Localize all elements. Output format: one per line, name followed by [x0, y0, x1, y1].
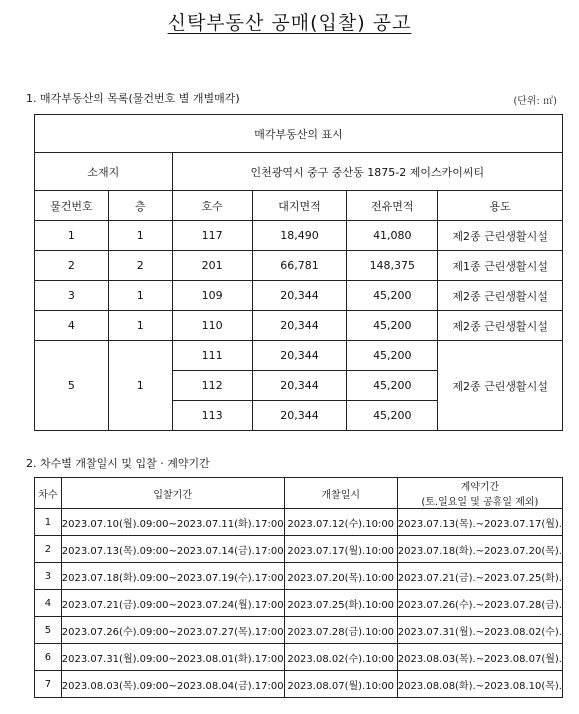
usage: 제2종 근린생활시설 — [438, 221, 563, 251]
column-header: 용도 — [438, 191, 563, 221]
exclusive-area: 45,200 — [347, 371, 438, 401]
table-caption: 매각부동산의 표시 — [35, 115, 563, 153]
exclusive-area: 41,080 — [347, 221, 438, 251]
section2-heading: 2. 차수별 개찰일시 및 입찰 · 계약기간 — [26, 457, 210, 470]
unit-number: 111 — [172, 341, 252, 371]
opening-time: 2023.07.17(월).10:00 — [284, 536, 397, 563]
item-number: 3 — [35, 281, 109, 311]
page-title: 신탁부동산 공매(입찰) 공고 — [167, 12, 412, 34]
land-area: 66,781 — [252, 251, 347, 281]
location-value: 인천광역시 중구 중산동 1875-2 제이스카이씨티 — [172, 153, 562, 191]
contract-period: 2023.07.26(수).~2023.07.28(금). — [397, 590, 562, 617]
table-header-row — [35, 191, 563, 221]
table-row — [35, 509, 563, 536]
contract-period-note: (토.일요일 및 공휴일 제외) — [421, 497, 539, 508]
column-header: 차수 — [35, 478, 62, 509]
opening-time: 2023.08.02(수).10:00 — [284, 644, 397, 671]
bid-period: 2023.07.18(화).09:00~2023.07.19(수).17:00 — [61, 563, 284, 590]
usage: 제1종 근린생활시설 — [438, 251, 563, 281]
contract-period: 2023.08.08(화).~2023.08.10(목). — [397, 671, 562, 698]
land-area: 20,344 — [252, 281, 347, 311]
bid-period: 2023.07.31(월).09:00~2023.08.01(화).17:00 — [61, 644, 284, 671]
unit-number: 110 — [172, 311, 252, 341]
contract-period: 2023.07.18(화).~2023.07.20(목). — [397, 536, 562, 563]
unit-number: 112 — [172, 371, 252, 401]
table-row — [35, 563, 563, 590]
unit-note: (단위: ㎡) — [513, 96, 557, 107]
table-row — [35, 671, 563, 698]
opening-time: 2023.08.07(월).10:00 — [284, 671, 397, 698]
table-row — [35, 341, 563, 371]
exclusive-area: 148,375 — [347, 251, 438, 281]
table-row — [35, 311, 563, 341]
usage: 제2종 근린생활시설 — [438, 311, 563, 341]
property-table — [34, 114, 563, 431]
column-header: 전유면적 — [347, 191, 438, 221]
column-header — [397, 478, 562, 509]
floor: 1 — [108, 221, 172, 251]
round: 5 — [35, 617, 62, 644]
opening-time: 2023.07.28(금).10:00 — [284, 617, 397, 644]
round: 3 — [35, 563, 62, 590]
floor: 1 — [108, 341, 172, 431]
floor: 1 — [108, 281, 172, 311]
contract-period: 2023.08.03(목).~2023.08.07(월). — [397, 644, 562, 671]
bid-period: 2023.07.26(수).09:00~2023.07.27(목).17:00 — [61, 617, 284, 644]
item-number: 4 — [35, 311, 109, 341]
floor: 2 — [108, 251, 172, 281]
table-row — [35, 536, 563, 563]
unit-number: 113 — [172, 401, 252, 431]
schedule-table — [34, 477, 563, 698]
contract-period: 2023.07.31(월).~2023.08.02(수). — [397, 617, 562, 644]
column-header: 개찰일시 — [284, 478, 397, 509]
table-header-row — [35, 478, 563, 509]
column-header: 물건번호 — [35, 191, 109, 221]
round: 1 — [35, 509, 62, 536]
bid-period: 2023.08.03(목).09:00~2023.08.04(금).17:00 — [61, 671, 284, 698]
floor: 1 — [108, 311, 172, 341]
opening-time: 2023.07.12(수).10:00 — [284, 509, 397, 536]
unit-number: 117 — [172, 221, 252, 251]
exclusive-area: 45,200 — [347, 341, 438, 371]
round: 2 — [35, 536, 62, 563]
unit-number: 201 — [172, 251, 252, 281]
land-area: 18,490 — [252, 221, 347, 251]
exclusive-area: 45,200 — [347, 401, 438, 431]
land-area: 20,344 — [252, 401, 347, 431]
usage: 제2종 근린생활시설 — [438, 341, 563, 431]
round: 4 — [35, 590, 62, 617]
column-header: 대지면적 — [252, 191, 347, 221]
location-label: 소재지 — [35, 153, 173, 191]
unit-number: 109 — [172, 281, 252, 311]
round: 7 — [35, 671, 62, 698]
contract-period-label: 계약기간 — [460, 482, 500, 493]
exclusive-area: 45,200 — [347, 281, 438, 311]
opening-time: 2023.07.25(화).10:00 — [284, 590, 397, 617]
land-area: 20,344 — [252, 311, 347, 341]
bid-period: 2023.07.21(금).09:00~2023.07.24(월).17:00 — [61, 590, 284, 617]
item-number: 2 — [35, 251, 109, 281]
item-number: 1 — [35, 221, 109, 251]
table-row — [35, 590, 563, 617]
bid-period: 2023.07.10(월).09:00~2023.07.11(화).17:00 — [61, 509, 284, 536]
contract-period: 2023.07.21(금).~2023.07.25(화). — [397, 563, 562, 590]
column-header: 층 — [108, 191, 172, 221]
round: 6 — [35, 644, 62, 671]
column-header: 호수 — [172, 191, 252, 221]
usage: 제2종 근린생활시설 — [438, 281, 563, 311]
section1-heading: 1. 매각부동산의 목록(물건번호 별 개별매각) — [26, 92, 240, 105]
contract-period: 2023.07.13(목).~2023.07.17(월). — [397, 509, 562, 536]
exclusive-area: 45,200 — [347, 311, 438, 341]
item-number: 5 — [35, 341, 109, 431]
table-row — [35, 221, 563, 251]
column-header: 입찰기간 — [61, 478, 284, 509]
table-row — [35, 644, 563, 671]
land-area: 20,344 — [252, 371, 347, 401]
land-area: 20,344 — [252, 341, 347, 371]
table-row — [35, 281, 563, 311]
table-row — [35, 617, 563, 644]
opening-time: 2023.07.20(목).10:00 — [284, 563, 397, 590]
bid-period: 2023.07.13(목).09:00~2023.07.14(금).17:00 — [61, 536, 284, 563]
table-row — [35, 251, 563, 281]
